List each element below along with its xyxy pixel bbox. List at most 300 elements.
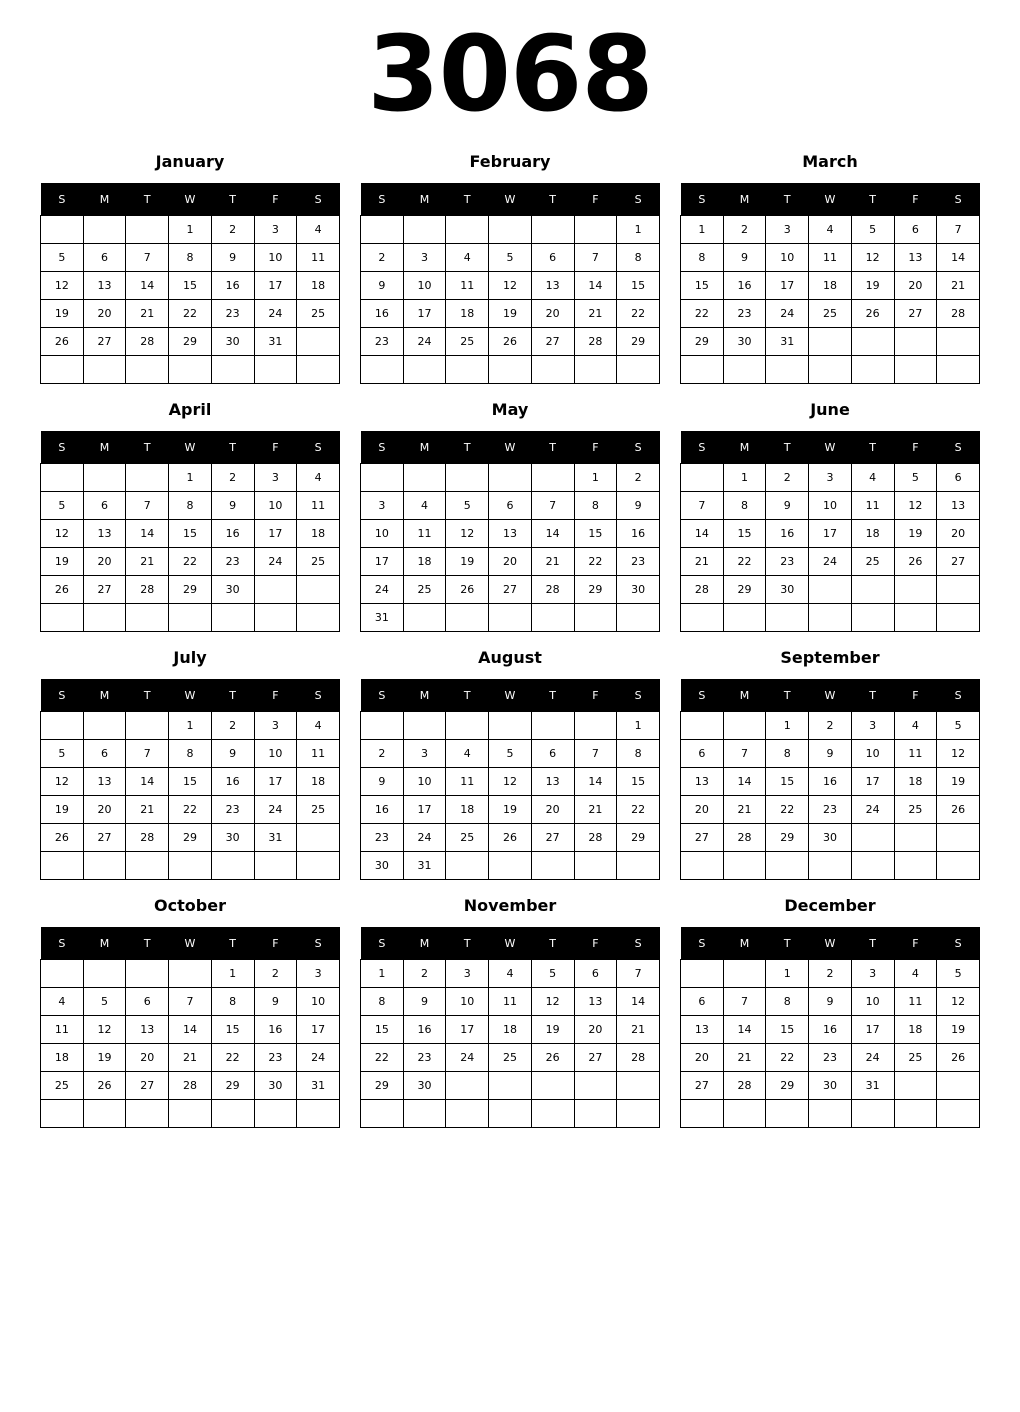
day-cell[interactable]: 14 — [169, 1016, 212, 1044]
day-cell[interactable]: 17 — [403, 300, 446, 328]
day-cell[interactable]: 27 — [894, 300, 937, 328]
day-cell[interactable]: 11 — [489, 988, 532, 1016]
day-cell[interactable]: 1 — [211, 960, 254, 988]
day-cell[interactable]: 25 — [489, 1044, 532, 1072]
day-cell[interactable]: 22 — [211, 1044, 254, 1072]
day-cell[interactable]: 1 — [681, 216, 724, 244]
day-cell[interactable]: 1 — [766, 712, 809, 740]
day-cell[interactable]: 31 — [851, 1072, 894, 1100]
day-cell[interactable]: 17 — [809, 520, 852, 548]
day-cell[interactable]: 26 — [41, 824, 84, 852]
day-cell[interactable]: 18 — [894, 768, 937, 796]
day-cell[interactable]: 21 — [723, 796, 766, 824]
day-cell[interactable]: 12 — [489, 768, 532, 796]
day-cell[interactable]: 31 — [297, 1072, 340, 1100]
day-cell[interactable]: 29 — [766, 824, 809, 852]
day-cell[interactable]: 15 — [766, 768, 809, 796]
day-cell[interactable]: 19 — [937, 1016, 980, 1044]
day-cell[interactable]: 14 — [681, 520, 724, 548]
day-cell[interactable]: 24 — [766, 300, 809, 328]
day-cell[interactable]: 13 — [83, 768, 126, 796]
day-cell[interactable]: 16 — [361, 796, 404, 824]
day-cell[interactable]: 8 — [723, 492, 766, 520]
day-cell[interactable]: 7 — [574, 244, 617, 272]
day-cell[interactable]: 2 — [809, 712, 852, 740]
day-cell[interactable]: 15 — [169, 272, 212, 300]
day-cell[interactable]: 14 — [574, 768, 617, 796]
day-cell[interactable]: 14 — [126, 520, 169, 548]
day-cell[interactable]: 5 — [937, 960, 980, 988]
day-cell[interactable]: 29 — [361, 1072, 404, 1100]
day-cell[interactable]: 5 — [489, 740, 532, 768]
day-cell[interactable]: 12 — [937, 988, 980, 1016]
day-cell[interactable]: 22 — [617, 796, 660, 824]
day-cell[interactable]: 30 — [809, 1072, 852, 1100]
day-cell[interactable]: 29 — [766, 1072, 809, 1100]
day-cell[interactable]: 9 — [211, 740, 254, 768]
day-cell[interactable]: 15 — [723, 520, 766, 548]
day-cell[interactable]: 28 — [531, 576, 574, 604]
day-cell[interactable]: 3 — [851, 712, 894, 740]
day-cell[interactable]: 16 — [617, 520, 660, 548]
day-cell[interactable]: 18 — [403, 548, 446, 576]
day-cell[interactable]: 16 — [809, 1016, 852, 1044]
day-cell[interactable]: 23 — [809, 796, 852, 824]
day-cell[interactable]: 14 — [126, 768, 169, 796]
day-cell[interactable]: 20 — [531, 796, 574, 824]
day-cell[interactable]: 8 — [211, 988, 254, 1016]
day-cell[interactable]: 25 — [894, 1044, 937, 1072]
day-cell[interactable]: 3 — [361, 492, 404, 520]
day-cell[interactable]: 29 — [169, 824, 212, 852]
day-cell[interactable]: 18 — [297, 768, 340, 796]
day-cell[interactable]: 28 — [126, 328, 169, 356]
day-cell[interactable]: 11 — [446, 272, 489, 300]
day-cell[interactable]: 14 — [574, 272, 617, 300]
day-cell[interactable]: 28 — [126, 824, 169, 852]
day-cell[interactable]: 28 — [574, 824, 617, 852]
day-cell[interactable]: 30 — [211, 328, 254, 356]
day-cell[interactable]: 17 — [403, 796, 446, 824]
day-cell[interactable]: 2 — [403, 960, 446, 988]
day-cell[interactable]: 16 — [211, 520, 254, 548]
day-cell[interactable]: 7 — [681, 492, 724, 520]
day-cell[interactable]: 23 — [254, 1044, 297, 1072]
day-cell[interactable]: 18 — [894, 1016, 937, 1044]
day-cell[interactable]: 23 — [361, 824, 404, 852]
day-cell[interactable]: 22 — [361, 1044, 404, 1072]
day-cell[interactable]: 30 — [211, 576, 254, 604]
day-cell[interactable]: 16 — [254, 1016, 297, 1044]
day-cell[interactable]: 23 — [617, 548, 660, 576]
day-cell[interactable]: 22 — [766, 1044, 809, 1072]
day-cell[interactable]: 6 — [126, 988, 169, 1016]
day-cell[interactable]: 3 — [809, 464, 852, 492]
day-cell[interactable]: 11 — [297, 740, 340, 768]
day-cell[interactable]: 24 — [297, 1044, 340, 1072]
day-cell[interactable]: 19 — [894, 520, 937, 548]
day-cell[interactable]: 20 — [681, 796, 724, 824]
day-cell[interactable]: 22 — [723, 548, 766, 576]
day-cell[interactable]: 9 — [211, 244, 254, 272]
day-cell[interactable]: 15 — [169, 768, 212, 796]
day-cell[interactable]: 10 — [809, 492, 852, 520]
day-cell[interactable]: 22 — [766, 796, 809, 824]
day-cell[interactable]: 29 — [574, 576, 617, 604]
day-cell[interactable]: 15 — [169, 520, 212, 548]
day-cell[interactable]: 2 — [809, 960, 852, 988]
day-cell[interactable]: 19 — [489, 300, 532, 328]
day-cell[interactable]: 25 — [894, 796, 937, 824]
day-cell[interactable]: 12 — [489, 272, 532, 300]
day-cell[interactable]: 18 — [489, 1016, 532, 1044]
day-cell[interactable]: 10 — [766, 244, 809, 272]
day-cell[interactable]: 27 — [126, 1072, 169, 1100]
day-cell[interactable]: 24 — [403, 328, 446, 356]
day-cell[interactable]: 24 — [851, 796, 894, 824]
day-cell[interactable]: 13 — [126, 1016, 169, 1044]
day-cell[interactable]: 3 — [297, 960, 340, 988]
day-cell[interactable]: 10 — [403, 768, 446, 796]
day-cell[interactable]: 8 — [617, 740, 660, 768]
day-cell[interactable]: 10 — [254, 740, 297, 768]
day-cell[interactable]: 19 — [83, 1044, 126, 1072]
day-cell[interactable]: 9 — [617, 492, 660, 520]
day-cell[interactable]: 3 — [766, 216, 809, 244]
day-cell[interactable]: 24 — [403, 824, 446, 852]
day-cell[interactable]: 16 — [809, 768, 852, 796]
day-cell[interactable]: 12 — [531, 988, 574, 1016]
day-cell[interactable]: 26 — [41, 328, 84, 356]
day-cell[interactable]: 1 — [723, 464, 766, 492]
day-cell[interactable]: 25 — [446, 328, 489, 356]
day-cell[interactable]: 28 — [723, 824, 766, 852]
day-cell[interactable]: 17 — [851, 1016, 894, 1044]
day-cell[interactable]: 3 — [403, 740, 446, 768]
day-cell[interactable]: 2 — [361, 244, 404, 272]
day-cell[interactable]: 17 — [254, 520, 297, 548]
day-cell[interactable]: 13 — [681, 1016, 724, 1044]
day-cell[interactable]: 23 — [361, 328, 404, 356]
day-cell[interactable]: 20 — [937, 520, 980, 548]
day-cell[interactable]: 21 — [574, 796, 617, 824]
day-cell[interactable]: 10 — [446, 988, 489, 1016]
day-cell[interactable]: 13 — [681, 768, 724, 796]
day-cell[interactable]: 2 — [211, 216, 254, 244]
day-cell[interactable]: 4 — [297, 216, 340, 244]
day-cell[interactable]: 27 — [83, 576, 126, 604]
day-cell[interactable]: 11 — [297, 492, 340, 520]
day-cell[interactable]: 21 — [169, 1044, 212, 1072]
day-cell[interactable]: 1 — [169, 712, 212, 740]
day-cell[interactable]: 5 — [41, 492, 84, 520]
day-cell[interactable]: 10 — [297, 988, 340, 1016]
day-cell[interactable]: 29 — [617, 824, 660, 852]
day-cell[interactable]: 18 — [809, 272, 852, 300]
day-cell[interactable]: 2 — [254, 960, 297, 988]
day-cell[interactable]: 9 — [254, 988, 297, 1016]
day-cell[interactable]: 9 — [361, 768, 404, 796]
day-cell[interactable]: 22 — [169, 796, 212, 824]
day-cell[interactable]: 1 — [361, 960, 404, 988]
day-cell[interactable]: 28 — [723, 1072, 766, 1100]
day-cell[interactable]: 7 — [723, 740, 766, 768]
day-cell[interactable]: 3 — [403, 244, 446, 272]
day-cell[interactable]: 6 — [83, 740, 126, 768]
day-cell[interactable]: 14 — [531, 520, 574, 548]
day-cell[interactable]: 18 — [851, 520, 894, 548]
day-cell[interactable]: 6 — [83, 244, 126, 272]
day-cell[interactable]: 11 — [809, 244, 852, 272]
day-cell[interactable]: 13 — [574, 988, 617, 1016]
day-cell[interactable]: 24 — [254, 300, 297, 328]
day-cell[interactable]: 26 — [851, 300, 894, 328]
day-cell[interactable]: 8 — [766, 740, 809, 768]
day-cell[interactable]: 14 — [723, 1016, 766, 1044]
day-cell[interactable]: 9 — [809, 988, 852, 1016]
day-cell[interactable]: 25 — [297, 548, 340, 576]
day-cell[interactable]: 2 — [723, 216, 766, 244]
day-cell[interactable]: 11 — [297, 244, 340, 272]
day-cell[interactable]: 12 — [41, 272, 84, 300]
day-cell[interactable]: 16 — [361, 300, 404, 328]
day-cell[interactable]: 27 — [574, 1044, 617, 1072]
day-cell[interactable]: 7 — [126, 740, 169, 768]
day-cell[interactable]: 30 — [254, 1072, 297, 1100]
day-cell[interactable]: 19 — [41, 300, 84, 328]
day-cell[interactable]: 31 — [766, 328, 809, 356]
day-cell[interactable]: 26 — [531, 1044, 574, 1072]
day-cell[interactable]: 15 — [361, 1016, 404, 1044]
day-cell[interactable]: 31 — [403, 852, 446, 880]
day-cell[interactable]: 7 — [723, 988, 766, 1016]
day-cell[interactable]: 29 — [723, 576, 766, 604]
day-cell[interactable]: 20 — [531, 300, 574, 328]
day-cell[interactable]: 26 — [489, 328, 532, 356]
day-cell[interactable]: 5 — [41, 244, 84, 272]
day-cell[interactable]: 11 — [446, 768, 489, 796]
day-cell[interactable]: 13 — [531, 768, 574, 796]
day-cell[interactable]: 27 — [83, 824, 126, 852]
day-cell[interactable]: 9 — [211, 492, 254, 520]
day-cell[interactable]: 13 — [83, 272, 126, 300]
day-cell[interactable]: 25 — [403, 576, 446, 604]
day-cell[interactable]: 15 — [766, 1016, 809, 1044]
day-cell[interactable]: 4 — [297, 712, 340, 740]
day-cell[interactable]: 31 — [254, 328, 297, 356]
day-cell[interactable]: 1 — [617, 216, 660, 244]
day-cell[interactable]: 21 — [681, 548, 724, 576]
day-cell[interactable]: 27 — [531, 824, 574, 852]
day-cell[interactable]: 28 — [169, 1072, 212, 1100]
day-cell[interactable]: 9 — [723, 244, 766, 272]
day-cell[interactable]: 21 — [937, 272, 980, 300]
day-cell[interactable]: 12 — [894, 492, 937, 520]
day-cell[interactable]: 23 — [809, 1044, 852, 1072]
day-cell[interactable]: 23 — [211, 548, 254, 576]
day-cell[interactable]: 26 — [489, 824, 532, 852]
day-cell[interactable]: 6 — [489, 492, 532, 520]
day-cell[interactable]: 8 — [681, 244, 724, 272]
day-cell[interactable]: 26 — [83, 1072, 126, 1100]
day-cell[interactable]: 24 — [809, 548, 852, 576]
day-cell[interactable]: 1 — [169, 464, 212, 492]
day-cell[interactable]: 4 — [41, 988, 84, 1016]
day-cell[interactable]: 9 — [766, 492, 809, 520]
day-cell[interactable]: 8 — [617, 244, 660, 272]
day-cell[interactable]: 5 — [446, 492, 489, 520]
day-cell[interactable]: 13 — [937, 492, 980, 520]
day-cell[interactable]: 30 — [211, 824, 254, 852]
day-cell[interactable]: 27 — [681, 1072, 724, 1100]
day-cell[interactable]: 19 — [937, 768, 980, 796]
day-cell[interactable]: 11 — [894, 740, 937, 768]
day-cell[interactable]: 18 — [41, 1044, 84, 1072]
day-cell[interactable]: 3 — [254, 464, 297, 492]
day-cell[interactable]: 28 — [681, 576, 724, 604]
day-cell[interactable]: 24 — [254, 796, 297, 824]
day-cell[interactable]: 16 — [403, 1016, 446, 1044]
day-cell[interactable]: 30 — [361, 852, 404, 880]
day-cell[interactable]: 20 — [83, 548, 126, 576]
day-cell[interactable]: 22 — [169, 300, 212, 328]
day-cell[interactable]: 12 — [41, 768, 84, 796]
day-cell[interactable]: 5 — [937, 712, 980, 740]
day-cell[interactable]: 9 — [403, 988, 446, 1016]
day-cell[interactable]: 28 — [937, 300, 980, 328]
day-cell[interactable]: 22 — [681, 300, 724, 328]
day-cell[interactable]: 22 — [617, 300, 660, 328]
day-cell[interactable]: 26 — [446, 576, 489, 604]
day-cell[interactable]: 15 — [617, 768, 660, 796]
day-cell[interactable]: 20 — [83, 796, 126, 824]
day-cell[interactable]: 24 — [361, 576, 404, 604]
day-cell[interactable]: 9 — [809, 740, 852, 768]
day-cell[interactable]: 27 — [489, 576, 532, 604]
day-cell[interactable]: 19 — [851, 272, 894, 300]
day-cell[interactable]: 27 — [531, 328, 574, 356]
day-cell[interactable]: 10 — [361, 520, 404, 548]
day-cell[interactable]: 6 — [574, 960, 617, 988]
day-cell[interactable]: 15 — [681, 272, 724, 300]
day-cell[interactable]: 12 — [851, 244, 894, 272]
day-cell[interactable]: 14 — [723, 768, 766, 796]
day-cell[interactable]: 19 — [446, 548, 489, 576]
day-cell[interactable]: 25 — [297, 796, 340, 824]
day-cell[interactable]: 8 — [169, 740, 212, 768]
day-cell[interactable]: 4 — [894, 960, 937, 988]
day-cell[interactable]: 25 — [41, 1072, 84, 1100]
day-cell[interactable]: 5 — [83, 988, 126, 1016]
day-cell[interactable]: 22 — [574, 548, 617, 576]
day-cell[interactable]: 16 — [723, 272, 766, 300]
day-cell[interactable]: 17 — [254, 768, 297, 796]
day-cell[interactable]: 20 — [574, 1016, 617, 1044]
day-cell[interactable]: 10 — [851, 740, 894, 768]
day-cell[interactable]: 13 — [83, 520, 126, 548]
day-cell[interactable]: 17 — [446, 1016, 489, 1044]
day-cell[interactable]: 21 — [617, 1016, 660, 1044]
day-cell[interactable]: 2 — [361, 740, 404, 768]
day-cell[interactable]: 6 — [83, 492, 126, 520]
day-cell[interactable]: 15 — [211, 1016, 254, 1044]
day-cell[interactable]: 3 — [254, 216, 297, 244]
day-cell[interactable]: 28 — [574, 328, 617, 356]
day-cell[interactable]: 23 — [723, 300, 766, 328]
day-cell[interactable]: 19 — [41, 548, 84, 576]
day-cell[interactable]: 4 — [297, 464, 340, 492]
day-cell[interactable]: 12 — [937, 740, 980, 768]
day-cell[interactable]: 21 — [126, 548, 169, 576]
day-cell[interactable]: 23 — [211, 300, 254, 328]
day-cell[interactable]: 29 — [169, 576, 212, 604]
day-cell[interactable]: 17 — [851, 768, 894, 796]
day-cell[interactable]: 6 — [531, 740, 574, 768]
day-cell[interactable]: 18 — [297, 272, 340, 300]
day-cell[interactable]: 2 — [211, 712, 254, 740]
day-cell[interactable]: 19 — [531, 1016, 574, 1044]
day-cell[interactable]: 1 — [574, 464, 617, 492]
day-cell[interactable]: 1 — [617, 712, 660, 740]
day-cell[interactable]: 21 — [531, 548, 574, 576]
day-cell[interactable]: 6 — [681, 740, 724, 768]
day-cell[interactable]: 10 — [851, 988, 894, 1016]
day-cell[interactable]: 7 — [169, 988, 212, 1016]
day-cell[interactable]: 29 — [681, 328, 724, 356]
day-cell[interactable]: 5 — [41, 740, 84, 768]
day-cell[interactable]: 2 — [766, 464, 809, 492]
day-cell[interactable]: 24 — [446, 1044, 489, 1072]
day-cell[interactable]: 12 — [446, 520, 489, 548]
day-cell[interactable]: 6 — [937, 464, 980, 492]
day-cell[interactable]: 11 — [41, 1016, 84, 1044]
day-cell[interactable]: 4 — [894, 712, 937, 740]
day-cell[interactable]: 22 — [169, 548, 212, 576]
day-cell[interactable]: 5 — [531, 960, 574, 988]
day-cell[interactable]: 16 — [211, 768, 254, 796]
day-cell[interactable]: 5 — [851, 216, 894, 244]
day-cell[interactable]: 25 — [446, 824, 489, 852]
day-cell[interactable]: 26 — [937, 1044, 980, 1072]
day-cell[interactable]: 31 — [361, 604, 404, 632]
day-cell[interactable]: 13 — [531, 272, 574, 300]
day-cell[interactable]: 15 — [574, 520, 617, 548]
day-cell[interactable]: 17 — [361, 548, 404, 576]
day-cell[interactable]: 3 — [254, 712, 297, 740]
day-cell[interactable]: 21 — [574, 300, 617, 328]
day-cell[interactable]: 28 — [126, 576, 169, 604]
day-cell[interactable]: 30 — [723, 328, 766, 356]
day-cell[interactable]: 9 — [361, 272, 404, 300]
day-cell[interactable]: 25 — [297, 300, 340, 328]
day-cell[interactable]: 10 — [254, 492, 297, 520]
day-cell[interactable]: 21 — [723, 1044, 766, 1072]
day-cell[interactable]: 6 — [894, 216, 937, 244]
day-cell[interactable]: 27 — [681, 824, 724, 852]
day-cell[interactable]: 30 — [766, 576, 809, 604]
day-cell[interactable]: 20 — [83, 300, 126, 328]
day-cell[interactable]: 7 — [937, 216, 980, 244]
day-cell[interactable]: 4 — [446, 740, 489, 768]
day-cell[interactable]: 26 — [894, 548, 937, 576]
day-cell[interactable]: 16 — [211, 272, 254, 300]
day-cell[interactable]: 16 — [766, 520, 809, 548]
day-cell[interactable]: 21 — [126, 796, 169, 824]
day-cell[interactable]: 5 — [894, 464, 937, 492]
day-cell[interactable]: 23 — [766, 548, 809, 576]
day-cell[interactable]: 6 — [531, 244, 574, 272]
day-cell[interactable]: 13 — [489, 520, 532, 548]
